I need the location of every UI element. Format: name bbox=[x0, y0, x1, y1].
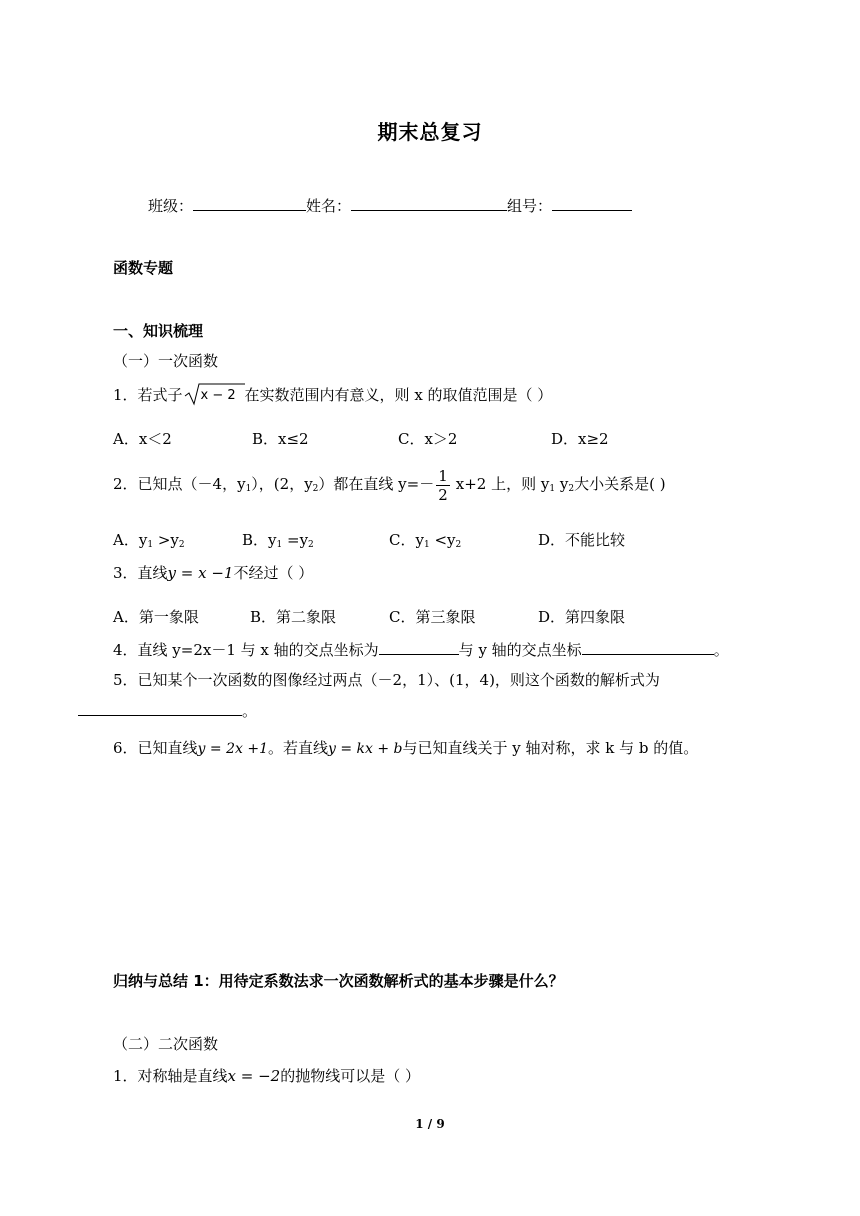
q2-option-c: C．$y_1 <y_2$ bbox=[389, 531, 462, 550]
q2-option-b: B．$y_1 =y_2$ bbox=[242, 531, 314, 550]
math-expression: y = x −1 bbox=[167, 564, 234, 582]
question-5: 5．已知某个一次函数的图像经过两点（－2，1）、(1，4)，则这个函数的解析式为 bbox=[113, 671, 660, 689]
q2-option-d: D．不能比较 bbox=[538, 531, 626, 549]
class-field[interactable] bbox=[193, 194, 306, 211]
question-5-answer-line: 。 bbox=[78, 700, 257, 721]
q3-option-d: D．第四象限 bbox=[538, 608, 626, 626]
question-3: 3．直线y = x −1不经过（ ） bbox=[113, 564, 314, 582]
group-label: 组号： bbox=[507, 197, 553, 215]
question-2: 2．已知点（－4，$y_1$），(2，$y_2$）都在直线 y=－ $\frac{1}{2}$ x+2 上，则 $y_1$ $y_2$大小关系是( ) bbox=[113, 466, 666, 504]
sqrt-expression: x − 2 bbox=[183, 382, 245, 406]
name-field[interactable] bbox=[351, 194, 507, 211]
q2-option-a: A．$y_1 >y_2$ bbox=[113, 531, 185, 550]
answer-blank-y-intercept[interactable] bbox=[582, 638, 714, 655]
math-expression: x = −2 bbox=[227, 1067, 281, 1085]
q1-option-b: B．x≤2 bbox=[252, 430, 309, 448]
q1-option-c: C．x＞2 bbox=[398, 430, 458, 448]
q1-option-a: A．x＜2 bbox=[113, 430, 172, 448]
answer-blank-x-intercept[interactable] bbox=[379, 638, 459, 655]
section1-heading: 一、知识梳理 bbox=[113, 322, 204, 340]
subsection-linear: （一）一次函数 bbox=[113, 352, 219, 370]
student-info-line bbox=[148, 194, 632, 216]
summary-question: 归纳与总结 1：用待定系数法求一次函数解析式的基本步骤是什么？ bbox=[113, 972, 564, 990]
page-title: 期末总复习 bbox=[377, 120, 483, 144]
topic-heading: 函数专题 bbox=[113, 259, 174, 277]
q1-option-d: D．x≥2 bbox=[551, 430, 609, 448]
math-expression: y = kx + b bbox=[328, 741, 403, 757]
question-6: 6．已知直线y = 2x +1。若直线y = kx + b与已知直线关于 y 轴对称，求 k 与 b 的值。 bbox=[113, 739, 699, 757]
q3-option-b: B．第二象限 bbox=[250, 608, 337, 626]
q3-option-a: A．第一象限 bbox=[113, 608, 199, 626]
page-number: 1 / 9 bbox=[415, 1117, 445, 1131]
group-field[interactable] bbox=[552, 194, 632, 211]
math-expression: y = 2x +1 bbox=[197, 741, 268, 757]
q3-option-c: C．第三象限 bbox=[389, 608, 476, 626]
subsection-quadratic: （二）二次函数 bbox=[113, 1035, 219, 1053]
question-quadratic-1: 1．对称轴是直线x = −2的抛物线可以是（ ） bbox=[113, 1067, 421, 1085]
answer-blank-expression[interactable] bbox=[78, 700, 242, 716]
class-label: 班级： bbox=[148, 197, 194, 215]
question-4: 4．直线 y=2x－1 与 x 轴的交点坐标为 与 y 轴的交点坐标 。 bbox=[113, 638, 729, 660]
fraction-one-half: $\frac{1}{2}$ bbox=[438, 466, 448, 504]
name-label: 姓名： bbox=[306, 197, 352, 215]
question-1: 1．若式子 x − 2 在实数范围内有意义，则 x 的取值范围是（ ） bbox=[113, 382, 552, 406]
